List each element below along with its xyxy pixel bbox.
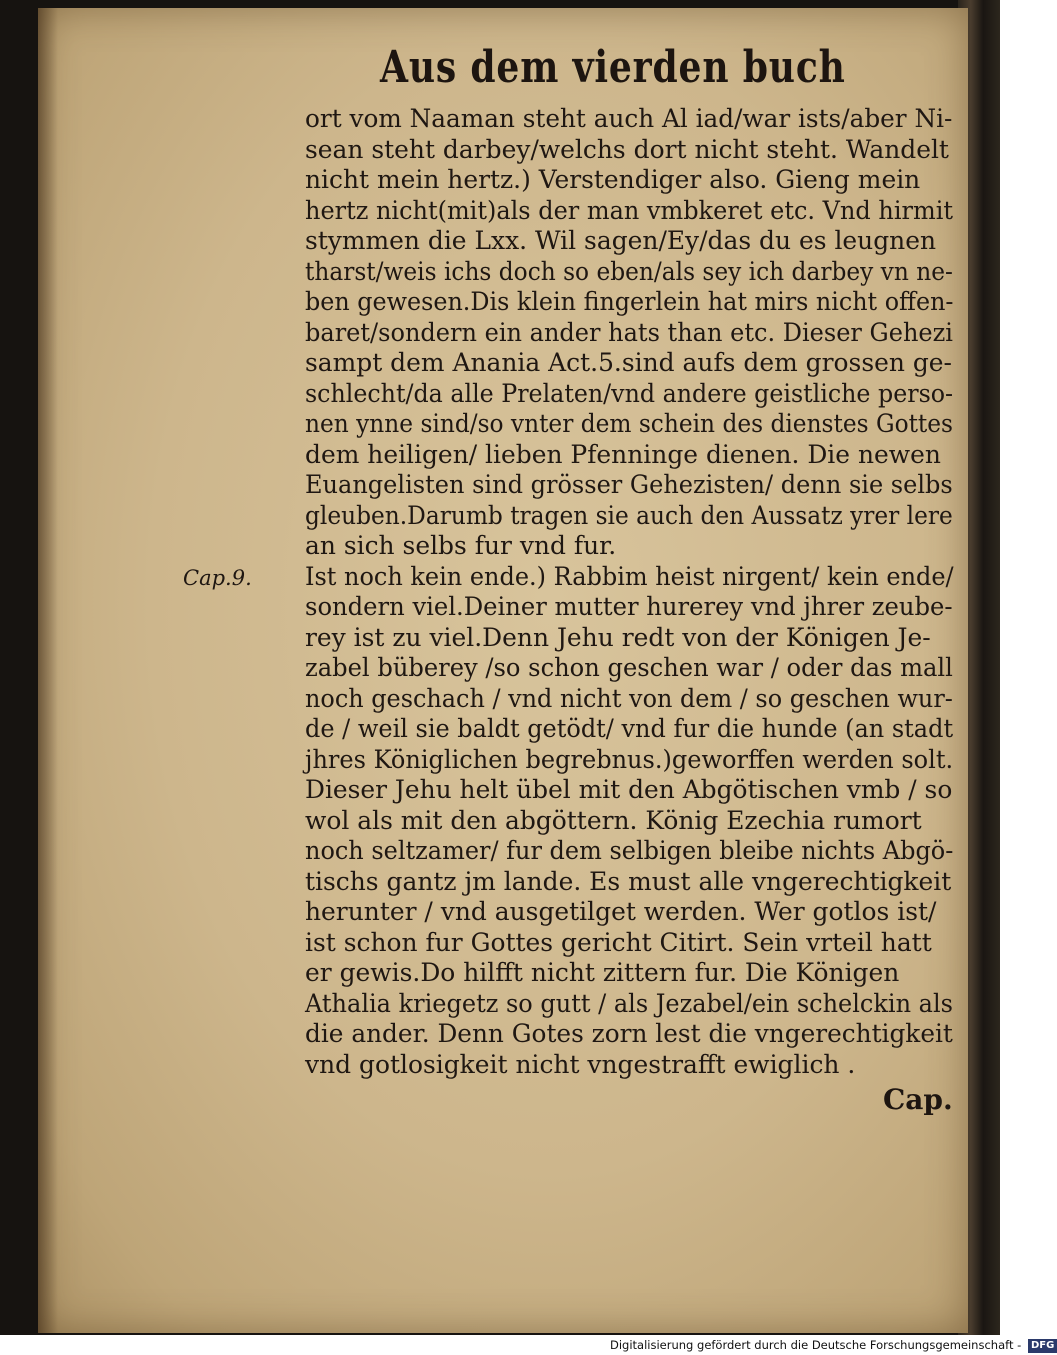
text-line: sean steht darbey/welchs dort nicht steht. Wandelt	[305, 134, 949, 164]
text-line: wol als mit den abgöttern. König Ezechia rumort	[305, 805, 922, 835]
text-line: er gewis.Do hilfft nicht zittern fur. Die Königen	[305, 958, 900, 987]
text-line: baret/sondern ein ander hats than etc. Dieser Gehezi	[305, 317, 953, 347]
text-line: Ist noch kein ende.) Rabbim heist nirgent/ kein ende/	[305, 561, 954, 591]
text-line: stymmen die Lxx. Wil sagen/Ey/das du es leugnen	[305, 226, 937, 255]
text-line: vnd gotlosigkeit nicht vngestrafft ewiglich .	[305, 1049, 856, 1079]
text-line: zabel büberey /so schon geschen war / oder das mall	[305, 653, 953, 682]
page-gutter-shadow	[38, 8, 58, 1333]
text-line: tischs gantz jm lande. Es must alle vngerechtigkeit	[305, 866, 952, 896]
text-line: ist schon fur Gottes gericht Citirt. Sein vrteil hatt	[305, 927, 932, 957]
text-line: tharst/weis ichs doch so eben/als sey ich darbey vn ne-	[305, 256, 953, 286]
text-line: hertz nicht(mit)als der man vmbkeret etc. Vnd hirmit	[305, 195, 953, 225]
text-line: rey ist zu viel.Denn Jehu redt von der Königen Je-	[305, 622, 931, 652]
text-line: nicht mein hertz.) Verstendiger also. Gieng mein	[305, 165, 921, 194]
text-line: jhres Königlichen begrebnus.)geworffen werden solt.	[305, 744, 954, 774]
text-line: an sich selbs fur vnd fur.	[305, 531, 617, 560]
text-line: nen ynne sind/so vnter dem schein des dienstes Gottes	[305, 409, 954, 438]
text-line: ben gewesen.Dis klein fingerlein hat mirs nicht offen-	[305, 287, 954, 316]
text-line: noch geschach / vnd nicht von dem / so geschen wur-	[305, 683, 953, 713]
dfg-logo: DFG	[1028, 1339, 1057, 1353]
text-line: de / weil sie baldt getödt/ vnd fur die hunde (an stadt	[305, 714, 954, 743]
text-line: noch seltzamer/ fur dem selbigen bleibe nichts Abgö-	[305, 836, 954, 865]
margin-note: Cap.9.	[183, 566, 252, 590]
catchword: Cap.	[883, 1083, 953, 1116]
text-line: gleuben.Darumb tragen sie auch den Aussatz yrer lere	[305, 500, 953, 530]
text-block	[305, 104, 955, 1080]
text-line: die ander. Denn Gotes zorn lest die vngerechtigkeit	[305, 1019, 953, 1048]
text-line: sampt dem Anania Act.5.sind aufs dem grossen ge-	[305, 348, 952, 377]
text-line: herunter / vnd ausgetilget werden. Wer gotlos ist/	[305, 897, 937, 926]
footer-text: Digitalisierung gefördert durch die Deutsche Forschungsgemeinschaft -	[610, 1338, 1022, 1352]
text-line: ort vom Naaman steht auch Al iad/war ists/aber Ni-	[305, 104, 953, 133]
text-line: Athalia kriegetz so gutt / als Jezabel/ein schelckin als	[305, 988, 953, 1018]
text-line: sondern viel.Deiner mutter hurerey vnd jhrer zeube-	[305, 592, 953, 621]
text-line: dem heiligen/ lieben Pfenninge dienen. Die newen	[305, 439, 941, 469]
text-line: Dieser Jehu helt übel mit den Abgötischen vmb / so	[305, 775, 953, 804]
text-line: schlecht/da alle Prelaten/vnd andere geistliche perso-	[305, 378, 954, 408]
text-line: Euangelisten sind grösser Gehezisten/ denn sie selbs	[305, 470, 953, 499]
running-head: Aus dem vierden buch	[380, 42, 846, 93]
footer-credit	[610, 1336, 1055, 1354]
